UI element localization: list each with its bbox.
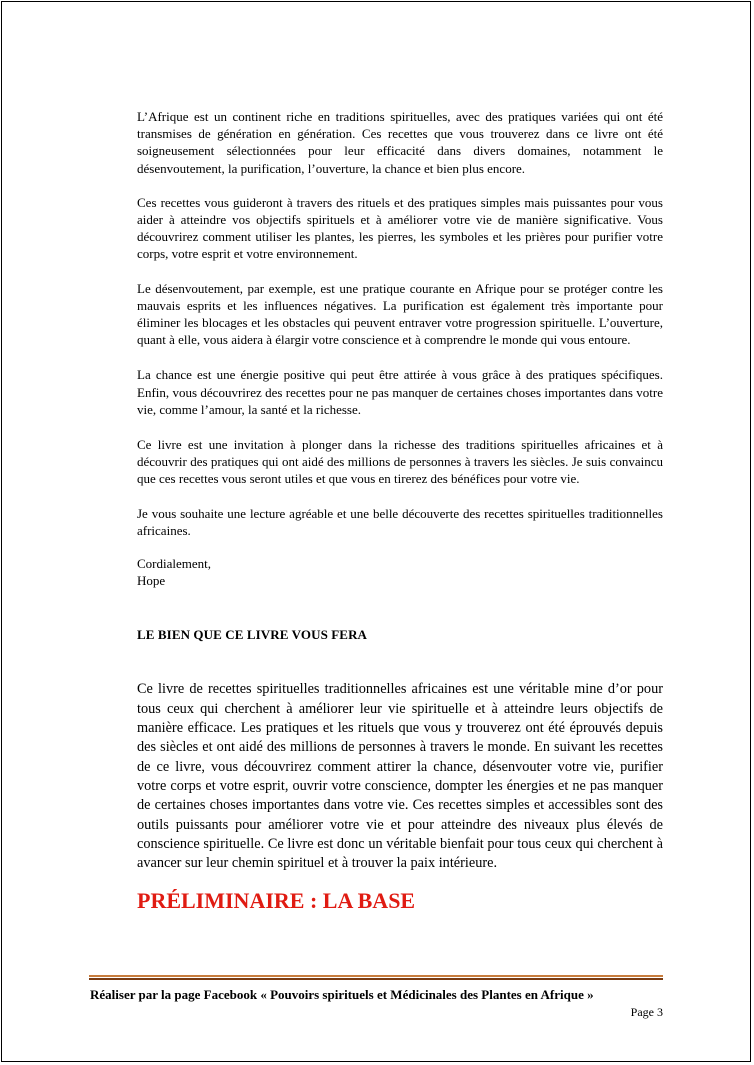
- footer-credit: Réaliser par la page Facebook « Pouvoirs spirituels et Médicinales des Plantes en Afrique »: [90, 987, 594, 1002]
- letter-closing: [137, 555, 663, 589]
- signature: Hope: [137, 573, 166, 589]
- intro-paragraph-3: Le désenvoutement, par exemple, est une pratique courante en Afrique pour se protéger contre les mauvais esprits et les influences négatives. La purification est également très importante pour éliminer les blocages et les obstacles qui peuvent entraver votre progression spirituelle. L’ouverture, quant à elle, vous aidera à élargir votre conscience et à comprendre le monde qui vous entoure.: [137, 280, 663, 348]
- footer-divider-light: [89, 975, 663, 977]
- section-heading: LE BIEN QUE CE LIVRE VOUS FERA: [137, 627, 368, 643]
- closing-salutation: Cordialement,: [137, 556, 212, 572]
- page-number: Page 3: [630, 1005, 663, 1019]
- intro-paragraph-6: Je vous souhaite une lecture agréable et une belle découverte des recettes spirituelles traditionnelles africaines.: [137, 505, 663, 538]
- chapter-title: PRÉLIMINAIRE : LA BASE: [137, 888, 416, 914]
- intro-paragraph-5: Ce livre est une invitation à plonger dans la richesse des traditions spirituelles africaines et à découvrir des pratiques qui ont aidé des millions de personnes à travers les siècles. Je suis convaincu que ces recettes vous seront utiles et que vous en tirerez des bénéfices pour votre vie.: [137, 437, 663, 487]
- intro-paragraph-2: Ces recettes vous guideront à travers des rituels et des pratiques simples mais puissantes pour vous aider à atteindre vos objectifs spirituels et à améliorer votre vie de manière significative. Vous découvrirez comment utiliser les plantes, les pierres, les symboles et les prières pour purifier votre corps, votre esprit et votre environnement.: [137, 194, 663, 262]
- footer-divider: [89, 975, 663, 981]
- section-paragraph: Ce livre de recettes spirituelles traditionnelles africaines est une véritable mine d’or pour tous ceux qui cherchent à améliorer leur vie spirituelle et à atteindre leurs objectifs de manière efficace. Les pratiques et les rituels que vous y trouverez ont été éprouvés depuis des siècles et ont aidé des millions de personnes à travers le monde. En suivant les recettes de ce livre, vous découvrirez comment attirer la chance, désenvouter votre vie, purifier votre corps et votre esprit, ouvrir votre conscience, dompter les énergies et ne pas manquer de certaines choses importantes dans votre vie. Ces recettes simples et accessibles sont des outils puissants pour améliorer votre vie et pour atteindre des niveaux plus élevés de conscience spirituelle. Ce livre est donc un véritable bienfait pour tous ceux qui cherchent à avancer sur leur chemin spirituel et à trouver la paix intérieure.: [137, 681, 663, 872]
- intro-paragraph-1: L’Afrique est un continent riche en traditions spirituelles, avec des pratiques variées qui ont été transmises de génération en génération. Ces recettes que vous trouverez dans ce livre ont été soigneusement sélectionnées pour leur efficacité dans divers domaines, notamment le désenvoutement, la purification, l’ouverture, la chance et bien plus encore.: [137, 109, 663, 176]
- intro-paragraph-4: La chance est une énergie positive qui peut être attirée à vous grâce à des pratiques spécifiques. Enfin, vous découvrirez des recettes pour ne pas manquer de certaines choses importantes dans votre vie, comme l’amour, la santé et la richesse.: [137, 367, 663, 417]
- page-content: [137, 108, 663, 915]
- footer-divider-dark: [89, 978, 663, 980]
